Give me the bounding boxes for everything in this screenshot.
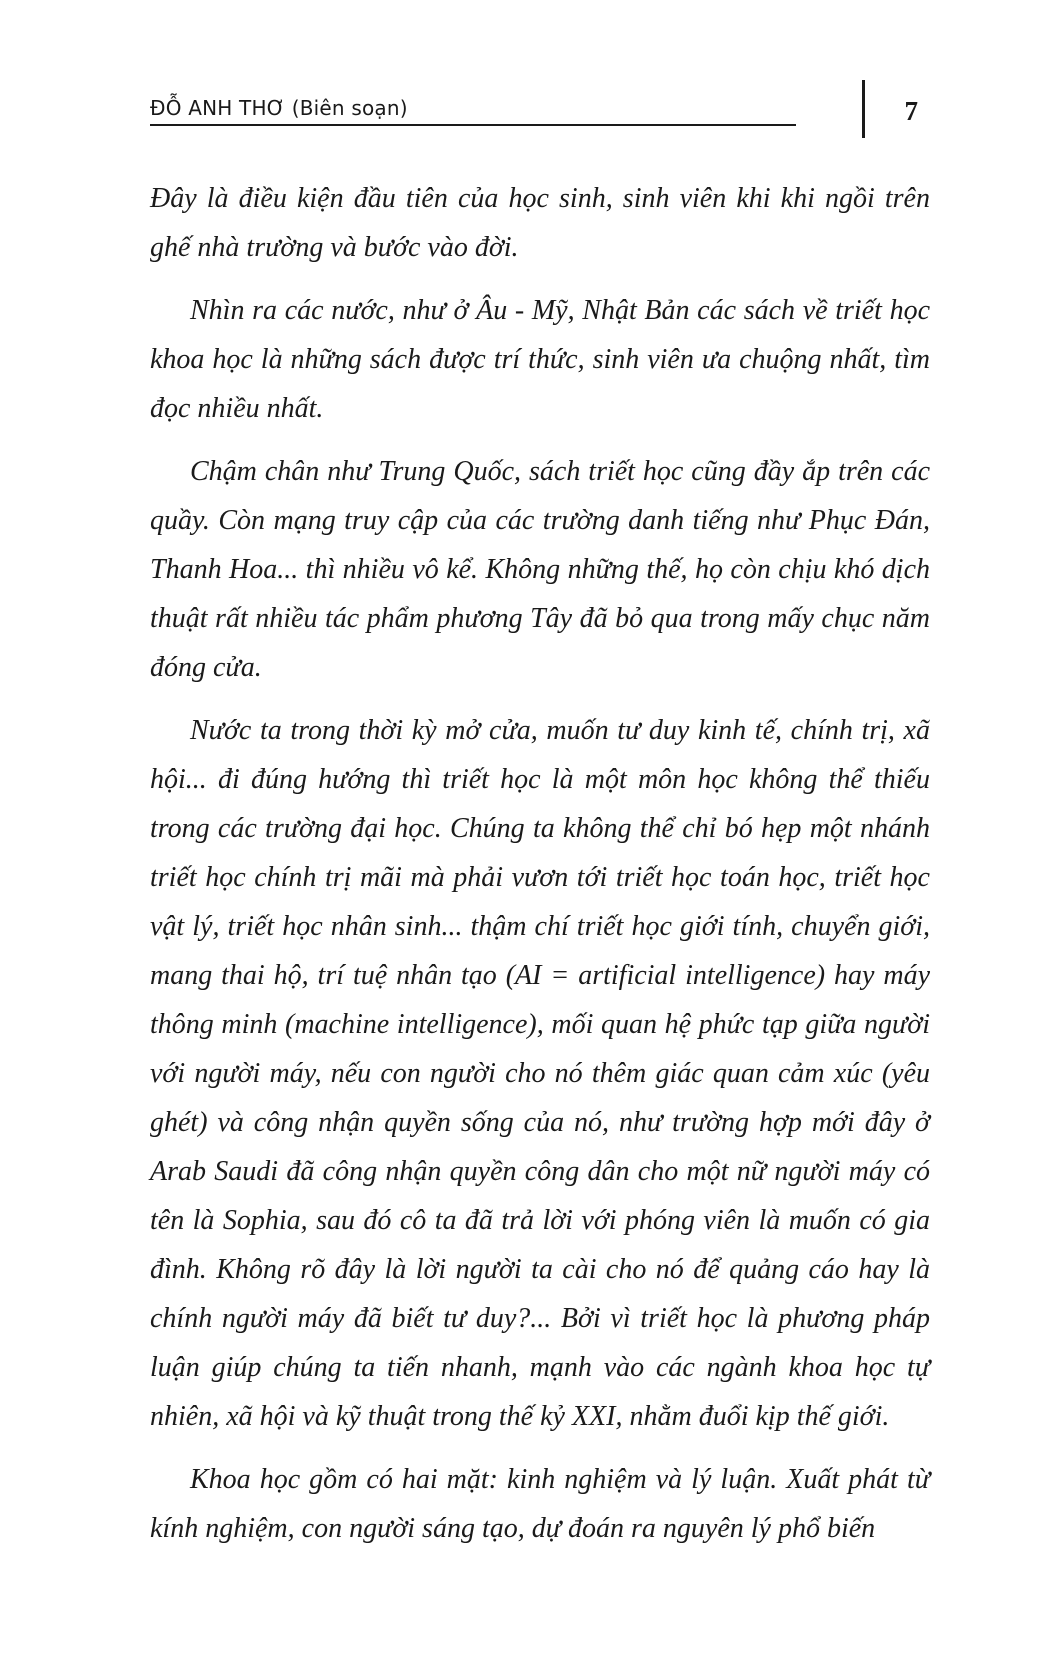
paragraph: Nước ta trong thời kỳ mở cửa, muốn tư duy kinh tế, chính trị, xã hội... đi đúng hướng thì triết học là một môn học không thể thiếu trong các trường đại học. Chúng ta không thể chỉ bó hẹp một nhánh triết học chính trị mãi mà phải vươn tới triết học toán học, triết học vật lý, triết học nhân sinh... thậm chí triết học giới tính, chuyển giới, mang thai hộ, trí tuệ nhân tạo (AI = artificial intelligence) hay máy thông minh (machine intelligence), mối quan hệ phức tạp giữa người với người máy, nếu con người cho nó thêm giác quan cảm xúc (yêu ghét) và công nhận quyền sống của nó, như trường hợp mới đây ở Arab Saudi đã công nhận quyền công dân cho một nữ người máy có tên là Sophia, sau đó cô ta đã trả lời với phóng viên là muốn có gia đình. Không rõ đây là lời người ta cài cho nó để quảng cáo hay là chính người máy đã biết tư duy?... Bởi vì triết học là phương pháp luận giúp chúng ta tiến nhanh, mạnh vào các ngành khoa học tự nhiên, xã hội và kỹ thuật trong thế kỷ XXI, nhằm đuổi kịp thế giới. xyxy=(150,715,930,1432)
paragraph: Đây là điều kiện đầu tiên của học sinh, sinh viên khi khi ngồi trên ghế nhà trường và bước vào đời. xyxy=(150,183,930,263)
paragraph: Khoa học gồm có hai mặt: kinh nghiệm và lý luận. Xuất phát từ kính nghiệm, con người sáng tạo, dự đoán ra nguyên lý phổ biến xyxy=(150,1464,930,1544)
header-divider xyxy=(862,80,865,138)
paragraph: Nhìn ra các nước, như ở Âu - Mỹ, Nhật Bản các sách về triết học khoa học là những sách được trí thức, sinh viên ưa chuộng nhất, tìm đọc nhiều nhất. xyxy=(150,295,930,424)
running-head: ĐỖ ANH THƠ (Biên soạn) xyxy=(150,94,796,126)
paragraph: Chậm chân như Trung Quốc, sách triết học cũng đầy ắp trên các quầy. Còn mạng truy cập của các trường danh tiếng như Phục Đán, Thanh Hoa... thì nhiều vô kể. Không những thế, họ còn chịu khó dịch thuật rất nhiều tác phẩm phương Tây đã bỏ qua trong mấy chục năm đóng cửa. xyxy=(150,456,930,683)
body-text xyxy=(150,174,930,1567)
page-number: 7 xyxy=(904,96,918,126)
page-header xyxy=(150,70,930,140)
